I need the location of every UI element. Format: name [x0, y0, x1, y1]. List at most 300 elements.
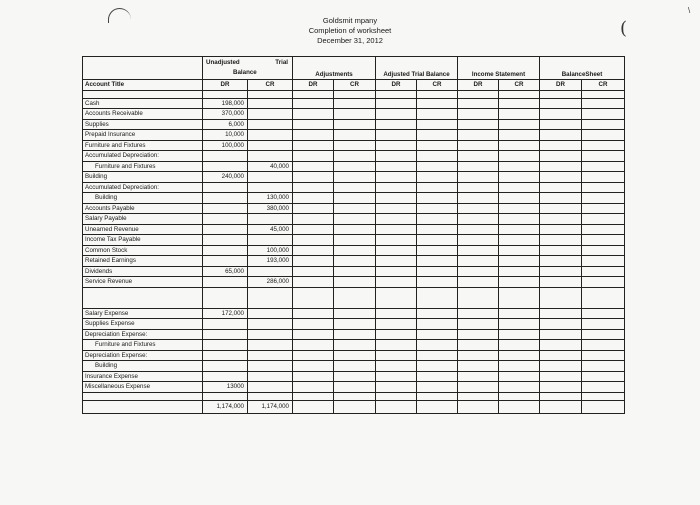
adj-cr-cell[interactable] — [334, 392, 376, 400]
bs-cr-cell[interactable] — [582, 140, 625, 151]
bs-dr-cell[interactable] — [540, 277, 582, 288]
adj-dr-cell[interactable] — [293, 182, 334, 193]
bs-dr-cell[interactable] — [540, 214, 582, 225]
is-cr-cell[interactable] — [499, 266, 540, 277]
is-dr-cell[interactable] — [458, 224, 499, 235]
bs-dr-cell[interactable] — [540, 172, 582, 183]
bs-dr-cell[interactable] — [540, 266, 582, 277]
unadjusted-cr-cell[interactable] — [248, 109, 293, 120]
unadjusted-cr-cell[interactable] — [248, 382, 293, 393]
unadjusted-dr-cell[interactable] — [203, 340, 248, 351]
bs-cr-cell[interactable] — [582, 266, 625, 277]
adj-dr-cell[interactable] — [293, 161, 334, 172]
unadjusted-cr-cell[interactable] — [248, 371, 293, 382]
adj-cr-cell[interactable] — [334, 151, 376, 162]
atb-cr-cell[interactable] — [417, 350, 458, 361]
adj-cr-cell[interactable] — [334, 140, 376, 151]
is-cr-cell[interactable] — [499, 140, 540, 151]
bs-cr-cell[interactable] — [582, 172, 625, 183]
unadjusted-cr-cell[interactable] — [248, 151, 293, 162]
adj-dr-cell[interactable] — [293, 98, 334, 109]
atb-cr-cell[interactable] — [417, 214, 458, 225]
is-cr-cell[interactable] — [499, 308, 540, 319]
atb-cr-cell[interactable] — [417, 266, 458, 277]
unadjusted-cr-cell[interactable] — [248, 329, 293, 340]
unadjusted-dr-cell[interactable] — [203, 182, 248, 193]
is-cr-cell[interactable] — [499, 329, 540, 340]
is-dr-cell[interactable] — [458, 287, 499, 308]
adj-dr-cell[interactable] — [293, 130, 334, 141]
bs-dr-cell[interactable] — [540, 329, 582, 340]
adj-dr-cell[interactable] — [293, 256, 334, 267]
atb-cr-cell[interactable] — [417, 319, 458, 330]
is-cr-cell[interactable] — [499, 245, 540, 256]
adj-cr-cell[interactable] — [334, 319, 376, 330]
atb-dr-cell[interactable] — [376, 235, 417, 246]
account-title-cell[interactable]: Accumulated Depreciation: — [83, 182, 203, 193]
unadjusted-dr-cell[interactable]: 240,000 — [203, 172, 248, 183]
is-cr-cell[interactable] — [499, 392, 540, 400]
atb-dr-cell[interactable] — [376, 266, 417, 277]
adj-cr-cell[interactable] — [334, 350, 376, 361]
bs-dr-cell[interactable] — [540, 287, 582, 308]
bs-dr-cell[interactable] — [540, 245, 582, 256]
adj-dr-cell[interactable] — [293, 224, 334, 235]
account-title-cell[interactable]: Accumulated Depreciation: — [83, 151, 203, 162]
account-title-cell[interactable]: Furniture and Fixtures — [83, 140, 203, 151]
atb-cr-cell[interactable] — [417, 245, 458, 256]
bs-cr-cell[interactable] — [582, 361, 625, 372]
unadjusted-dr-cell[interactable] — [203, 214, 248, 225]
is-dr-cell[interactable] — [458, 266, 499, 277]
is-cr-cell[interactable] — [499, 371, 540, 382]
atb-cr-cell[interactable] — [417, 182, 458, 193]
atb-cr-cell[interactable] — [417, 140, 458, 151]
atb-dr-cell[interactable] — [376, 214, 417, 225]
atb-dr-cell[interactable] — [376, 151, 417, 162]
account-title-cell[interactable]: Depreciation Expense: — [83, 350, 203, 361]
is-cr-cell[interactable] — [499, 319, 540, 330]
bs-dr-cell[interactable] — [540, 182, 582, 193]
atb-dr-cell[interactable] — [376, 140, 417, 151]
bs-dr-cell[interactable] — [540, 140, 582, 151]
bs-cr-cell[interactable] — [582, 214, 625, 225]
adj-cr-cell[interactable] — [334, 382, 376, 393]
atb-cr-cell[interactable] — [417, 287, 458, 308]
unadjusted-cr-cell[interactable]: 193,000 — [248, 256, 293, 267]
bs-dr-cell[interactable] — [540, 235, 582, 246]
is-dr-cell[interactable] — [458, 340, 499, 351]
unadjusted-cr-cell[interactable] — [248, 119, 293, 130]
bs-cr-cell[interactable] — [582, 308, 625, 319]
account-title-cell[interactable]: Miscellaneous Expense — [83, 382, 203, 393]
atb-cr-cell[interactable] — [417, 371, 458, 382]
atb-dr-cell[interactable] — [376, 256, 417, 267]
is-dr-cell[interactable] — [458, 256, 499, 267]
atb-cr-cell[interactable] — [417, 256, 458, 267]
adj-dr-cell[interactable] — [293, 245, 334, 256]
account-title-cell[interactable]: Accounts Payable — [83, 203, 203, 214]
atb-cr-cell[interactable] — [417, 308, 458, 319]
account-title-cell[interactable]: Unearned Revenue — [83, 224, 203, 235]
account-title-cell[interactable]: Furniture and Fixtures — [83, 340, 203, 351]
is-dr-cell[interactable] — [458, 161, 499, 172]
atb-dr-cell[interactable] — [376, 371, 417, 382]
bs-dr-cell[interactable] — [540, 109, 582, 120]
is-dr-cell[interactable] — [458, 277, 499, 288]
atb-cr-cell[interactable] — [417, 203, 458, 214]
unadjusted-cr-cell[interactable]: 286,000 — [248, 277, 293, 288]
atb-dr-cell[interactable] — [376, 119, 417, 130]
adj-dr-cell[interactable] — [293, 109, 334, 120]
account-title-cell[interactable] — [83, 392, 203, 400]
unadjusted-cr-cell[interactable] — [248, 319, 293, 330]
atb-dr-cell[interactable] — [376, 277, 417, 288]
adj-dr-cell[interactable] — [293, 266, 334, 277]
unadjusted-dr-cell[interactable] — [203, 151, 248, 162]
account-title-cell[interactable]: Depreciation Expense: — [83, 329, 203, 340]
is-cr-cell[interactable] — [499, 109, 540, 120]
bs-cr-cell[interactable] — [582, 382, 625, 393]
is-cr-cell[interactable] — [499, 235, 540, 246]
adj-cr-cell[interactable] — [334, 224, 376, 235]
is-cr-cell[interactable] — [499, 172, 540, 183]
bs-cr-cell[interactable] — [582, 287, 625, 308]
bs-dr-cell[interactable] — [540, 392, 582, 400]
account-title-cell[interactable]: Cash — [83, 98, 203, 109]
atb-cr-cell[interactable] — [417, 98, 458, 109]
adj-cr-cell[interactable] — [334, 266, 376, 277]
is-cr-cell[interactable] — [499, 256, 540, 267]
adj-dr-cell[interactable] — [293, 119, 334, 130]
adj-cr-cell[interactable] — [334, 235, 376, 246]
unadjusted-cr-cell[interactable] — [248, 392, 293, 400]
bs-cr-cell[interactable] — [582, 203, 625, 214]
is-cr-cell[interactable] — [499, 130, 540, 141]
is-dr-cell[interactable] — [458, 361, 499, 372]
unadjusted-dr-cell[interactable]: 100,000 — [203, 140, 248, 151]
adj-dr-cell[interactable] — [293, 235, 334, 246]
is-dr-cell[interactable] — [458, 140, 499, 151]
atb-cr-cell[interactable] — [417, 277, 458, 288]
is-dr-cell[interactable] — [458, 235, 499, 246]
bs-cr-cell[interactable] — [582, 235, 625, 246]
adj-cr-cell[interactable] — [334, 256, 376, 267]
adj-dr-cell[interactable] — [293, 361, 334, 372]
unadjusted-dr-cell[interactable] — [203, 319, 248, 330]
unadjusted-cr-cell[interactable] — [248, 235, 293, 246]
unadjusted-dr-cell[interactable] — [203, 224, 248, 235]
is-dr-cell[interactable] — [458, 350, 499, 361]
unadjusted-cr-cell[interactable] — [248, 130, 293, 141]
unadjusted-dr-cell[interactable] — [203, 329, 248, 340]
unadjusted-dr-cell[interactable]: 172,000 — [203, 308, 248, 319]
is-dr-cell[interactable] — [458, 182, 499, 193]
atb-cr-cell[interactable] — [417, 235, 458, 246]
is-dr-cell[interactable] — [458, 203, 499, 214]
unadjusted-cr-cell[interactable] — [248, 172, 293, 183]
atb-dr-cell[interactable] — [376, 340, 417, 351]
atb-dr-cell[interactable] — [376, 172, 417, 183]
atb-cr-cell[interactable] — [417, 161, 458, 172]
adj-cr-cell[interactable] — [334, 214, 376, 225]
adj-cr-cell[interactable] — [334, 371, 376, 382]
atb-dr-cell[interactable] — [376, 392, 417, 400]
adj-dr-cell[interactable] — [293, 350, 334, 361]
atb-dr-cell[interactable] — [376, 130, 417, 141]
account-title-cell[interactable]: Furniture and Fixtures — [83, 161, 203, 172]
unadjusted-dr-cell[interactable] — [203, 235, 248, 246]
account-title-cell[interactable]: Retained Earnings — [83, 256, 203, 267]
adj-dr-cell[interactable] — [293, 203, 334, 214]
adj-cr-cell[interactable] — [334, 119, 376, 130]
account-title-cell[interactable]: Building — [83, 172, 203, 183]
adj-cr-cell[interactable] — [334, 98, 376, 109]
unadjusted-dr-cell[interactable] — [203, 245, 248, 256]
atb-dr-cell[interactable] — [376, 203, 417, 214]
atb-cr-cell[interactable] — [417, 151, 458, 162]
bs-cr-cell[interactable] — [582, 130, 625, 141]
account-title-cell[interactable]: Supplies — [83, 119, 203, 130]
is-cr-cell[interactable] — [499, 119, 540, 130]
adj-dr-cell[interactable] — [293, 392, 334, 400]
is-cr-cell[interactable] — [499, 161, 540, 172]
unadjusted-dr-cell[interactable] — [203, 287, 248, 308]
is-cr-cell[interactable] — [499, 287, 540, 308]
atb-dr-cell[interactable] — [376, 98, 417, 109]
unadjusted-cr-cell[interactable] — [248, 214, 293, 225]
unadjusted-dr-cell[interactable] — [203, 256, 248, 267]
bs-dr-cell[interactable] — [540, 350, 582, 361]
adj-cr-cell[interactable] — [334, 193, 376, 204]
account-title-cell[interactable]: Building — [83, 361, 203, 372]
unadjusted-cr-cell[interactable] — [248, 350, 293, 361]
atb-dr-cell[interactable] — [376, 193, 417, 204]
atb-dr-cell[interactable] — [376, 224, 417, 235]
bs-dr-cell[interactable] — [540, 119, 582, 130]
bs-cr-cell[interactable] — [582, 224, 625, 235]
atb-dr-cell[interactable] — [376, 245, 417, 256]
bs-dr-cell[interactable] — [540, 151, 582, 162]
is-dr-cell[interactable] — [458, 98, 499, 109]
atb-dr-cell[interactable] — [376, 361, 417, 372]
is-cr-cell[interactable] — [499, 203, 540, 214]
adj-cr-cell[interactable] — [334, 277, 376, 288]
unadjusted-cr-cell[interactable]: 45,000 — [248, 224, 293, 235]
unadjusted-dr-cell[interactable]: 65,000 — [203, 266, 248, 277]
atb-dr-cell[interactable] — [376, 319, 417, 330]
unadjusted-dr-cell[interactable] — [203, 371, 248, 382]
adj-cr-cell[interactable] — [334, 340, 376, 351]
account-title-cell[interactable]: Building — [83, 193, 203, 204]
atb-cr-cell[interactable] — [417, 109, 458, 120]
bs-dr-cell[interactable] — [540, 161, 582, 172]
is-dr-cell[interactable] — [458, 371, 499, 382]
atb-dr-cell[interactable] — [376, 161, 417, 172]
bs-dr-cell[interactable] — [540, 382, 582, 393]
atb-dr-cell[interactable] — [376, 308, 417, 319]
adj-cr-cell[interactable] — [334, 308, 376, 319]
account-title-cell[interactable] — [83, 287, 203, 308]
bs-dr-cell[interactable] — [540, 361, 582, 372]
unadjusted-dr-cell[interactable]: 198,000 — [203, 98, 248, 109]
unadjusted-cr-cell[interactable] — [248, 140, 293, 151]
unadjusted-dr-cell[interactable]: 370,000 — [203, 109, 248, 120]
adj-cr-cell[interactable] — [334, 161, 376, 172]
atb-dr-cell[interactable] — [376, 329, 417, 340]
adj-cr-cell[interactable] — [334, 203, 376, 214]
is-dr-cell[interactable] — [458, 214, 499, 225]
bs-cr-cell[interactable] — [582, 371, 625, 382]
is-dr-cell[interactable] — [458, 308, 499, 319]
bs-cr-cell[interactable] — [582, 98, 625, 109]
bs-cr-cell[interactable] — [582, 151, 625, 162]
adj-dr-cell[interactable] — [293, 214, 334, 225]
unadjusted-dr-cell[interactable]: 6,000 — [203, 119, 248, 130]
account-title-cell[interactable]: Insurance Expense — [83, 371, 203, 382]
is-dr-cell[interactable] — [458, 130, 499, 141]
atb-dr-cell[interactable] — [376, 109, 417, 120]
unadjusted-cr-cell[interactable]: 130,000 — [248, 193, 293, 204]
adj-dr-cell[interactable] — [293, 340, 334, 351]
is-dr-cell[interactable] — [458, 392, 499, 400]
bs-cr-cell[interactable] — [582, 119, 625, 130]
unadjusted-cr-cell[interactable] — [248, 182, 293, 193]
account-title-cell[interactable]: Common Stock — [83, 245, 203, 256]
unadjusted-cr-cell[interactable] — [248, 266, 293, 277]
unadjusted-dr-cell[interactable] — [203, 361, 248, 372]
is-cr-cell[interactable] — [499, 382, 540, 393]
is-dr-cell[interactable] — [458, 172, 499, 183]
bs-dr-cell[interactable] — [540, 371, 582, 382]
bs-cr-cell[interactable] — [582, 245, 625, 256]
bs-dr-cell[interactable] — [540, 308, 582, 319]
atb-cr-cell[interactable] — [417, 329, 458, 340]
bs-cr-cell[interactable] — [582, 392, 625, 400]
unadjusted-cr-cell[interactable]: 40,000 — [248, 161, 293, 172]
adj-dr-cell[interactable] — [293, 329, 334, 340]
is-cr-cell[interactable] — [499, 182, 540, 193]
adj-cr-cell[interactable] — [334, 182, 376, 193]
bs-dr-cell[interactable] — [540, 319, 582, 330]
unadjusted-dr-cell[interactable] — [203, 203, 248, 214]
is-dr-cell[interactable] — [458, 193, 499, 204]
atb-cr-cell[interactable] — [417, 224, 458, 235]
is-dr-cell[interactable] — [458, 329, 499, 340]
is-dr-cell[interactable] — [458, 119, 499, 130]
adj-cr-cell[interactable] — [334, 245, 376, 256]
account-title-cell[interactable]: Service Revenue — [83, 277, 203, 288]
unadjusted-cr-cell[interactable]: 380,000 — [248, 203, 293, 214]
atb-cr-cell[interactable] — [417, 392, 458, 400]
unadjusted-cr-cell[interactable] — [248, 98, 293, 109]
is-cr-cell[interactable] — [499, 350, 540, 361]
bs-cr-cell[interactable] — [582, 350, 625, 361]
is-dr-cell[interactable] — [458, 382, 499, 393]
adj-dr-cell[interactable] — [293, 140, 334, 151]
bs-cr-cell[interactable] — [582, 182, 625, 193]
bs-dr-cell[interactable] — [540, 256, 582, 267]
unadjusted-dr-cell[interactable] — [203, 392, 248, 400]
adj-dr-cell[interactable] — [293, 319, 334, 330]
bs-cr-cell[interactable] — [582, 109, 625, 120]
is-cr-cell[interactable] — [499, 277, 540, 288]
unadjusted-cr-cell[interactable] — [248, 287, 293, 308]
bs-cr-cell[interactable] — [582, 277, 625, 288]
is-cr-cell[interactable] — [499, 361, 540, 372]
is-dr-cell[interactable] — [458, 319, 499, 330]
is-cr-cell[interactable] — [499, 340, 540, 351]
atb-dr-cell[interactable] — [376, 287, 417, 308]
unadjusted-dr-cell[interactable]: 10,000 — [203, 130, 248, 141]
bs-dr-cell[interactable] — [540, 340, 582, 351]
adj-cr-cell[interactable] — [334, 287, 376, 308]
bs-dr-cell[interactable] — [540, 203, 582, 214]
atb-dr-cell[interactable] — [376, 350, 417, 361]
account-title-cell[interactable]: Salary Payable — [83, 214, 203, 225]
is-cr-cell[interactable] — [499, 98, 540, 109]
is-cr-cell[interactable] — [499, 214, 540, 225]
adj-dr-cell[interactable] — [293, 277, 334, 288]
adj-cr-cell[interactable] — [334, 172, 376, 183]
is-dr-cell[interactable] — [458, 109, 499, 120]
is-cr-cell[interactable] — [499, 224, 540, 235]
atb-cr-cell[interactable] — [417, 193, 458, 204]
atb-dr-cell[interactable] — [376, 382, 417, 393]
unadjusted-dr-cell[interactable]: 13000 — [203, 382, 248, 393]
atb-cr-cell[interactable] — [417, 119, 458, 130]
atb-cr-cell[interactable] — [417, 172, 458, 183]
atb-cr-cell[interactable] — [417, 361, 458, 372]
adj-dr-cell[interactable] — [293, 371, 334, 382]
unadjusted-cr-cell[interactable] — [248, 340, 293, 351]
bs-cr-cell[interactable] — [582, 319, 625, 330]
is-dr-cell[interactable] — [458, 245, 499, 256]
adj-cr-cell[interactable] — [334, 109, 376, 120]
account-title-cell[interactable]: Dividends — [83, 266, 203, 277]
unadjusted-dr-cell[interactable] — [203, 277, 248, 288]
bs-cr-cell[interactable] — [582, 329, 625, 340]
account-title-cell[interactable]: Supplies Expense — [83, 319, 203, 330]
bs-cr-cell[interactable] — [582, 340, 625, 351]
unadjusted-dr-cell[interactable] — [203, 350, 248, 361]
bs-dr-cell[interactable] — [540, 98, 582, 109]
account-title-cell[interactable]: Accounts Receivable — [83, 109, 203, 120]
unadjusted-cr-cell[interactable] — [248, 361, 293, 372]
bs-dr-cell[interactable] — [540, 224, 582, 235]
atb-cr-cell[interactable] — [417, 382, 458, 393]
account-title-cell[interactable]: Prepaid Insurance — [83, 130, 203, 141]
atb-cr-cell[interactable] — [417, 340, 458, 351]
adj-dr-cell[interactable] — [293, 382, 334, 393]
bs-cr-cell[interactable] — [582, 161, 625, 172]
adj-dr-cell[interactable] — [293, 308, 334, 319]
account-title-cell[interactable]: Income Tax Payable — [83, 235, 203, 246]
adj-dr-cell[interactable] — [293, 287, 334, 308]
unadjusted-dr-cell[interactable] — [203, 161, 248, 172]
unadjusted-cr-cell[interactable]: 100,000 — [248, 245, 293, 256]
atb-cr-cell[interactable] — [417, 130, 458, 141]
bs-cr-cell[interactable] — [582, 256, 625, 267]
bs-dr-cell[interactable] — [540, 130, 582, 141]
adj-dr-cell[interactable] — [293, 193, 334, 204]
bs-dr-cell[interactable] — [540, 193, 582, 204]
adj-cr-cell[interactable] — [334, 329, 376, 340]
unadjusted-dr-cell[interactable] — [203, 193, 248, 204]
atb-dr-cell[interactable] — [376, 182, 417, 193]
is-dr-cell[interactable] — [458, 151, 499, 162]
adj-dr-cell[interactable] — [293, 172, 334, 183]
